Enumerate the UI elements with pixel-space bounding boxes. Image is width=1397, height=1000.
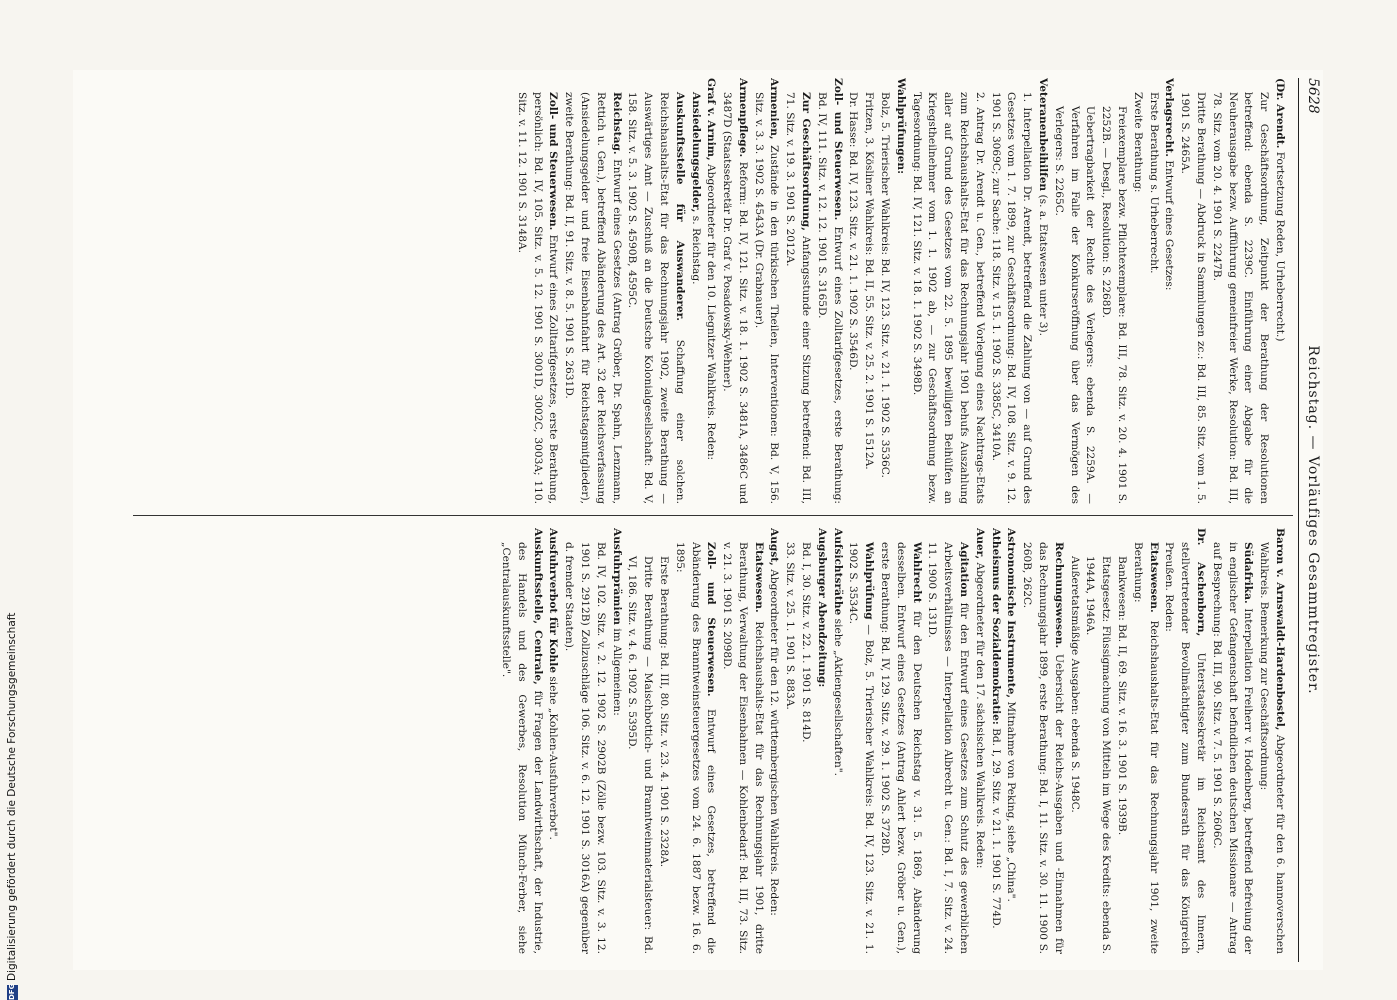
entry-text: Entwurf eines Zolltarifgesetzes, erste Berathung: Bd. IV, 111. Sitz. v. 12. 12. 1901 S. 3165D. <box>815 92 844 504</box>
index-entry <box>892 78 908 504</box>
index-entry <box>497 528 544 954</box>
footer-text-line <box>3 560 21 1000</box>
index-entry <box>876 78 892 504</box>
index-entry <box>1113 528 1129 954</box>
entry-keyword: Ansiedelungsgelder, <box>689 92 702 213</box>
entry-text: Dritte Berathung — Abdruck in Sammlungen zc.: Bd. III, 85. Sitz. vom 1. 5. 1901 S. 2465A. <box>1179 92 1208 504</box>
index-entry <box>813 78 845 504</box>
entry-text: 33. Sitz. v. 25. 1. 1901 S. 883A. <box>784 542 797 710</box>
entry-text: Abgeordneter für den 12. württembergischen Wahlkreis. Reden: <box>768 565 781 916</box>
entry-text: für den Entwurf eines Gesetzes zum Schutz des gewerblichen Arbeitsverhältnisses — Interpellation Albrecht u. Gen.: Bd. I, 7. Sitz. v. 24. 11. 1900 S. 131D. <box>926 542 971 954</box>
index-entry <box>718 78 750 504</box>
entry-keyword: Astronomische Instrumente, <box>1005 528 1018 699</box>
index-entry <box>782 78 814 504</box>
entry-text: Fritzen, 3. Kösliner Wahlkreis: Bd. II, 55. Sitz. v. 25. 2. 1901 S. 1512A. <box>863 92 876 470</box>
index-entry <box>671 528 718 954</box>
entry-keyword: Armenien, <box>768 78 781 140</box>
entry-text: 2. Antrag Dr. Arendt u. Gen., betreffend Vorlegung eines Nachtrags-Etats zum Reichshaushalts-Etat für das Rechnungsjahr 1901 behufs Auszahlung aller auf Grund des Gesetzes vom 22. 5. 1895 bewilligten Beihülfen an Kriegstheilnehmer vom 1. 1. 1902 ab, — zur Geschäftsordnung bezw. Tagesordnung: Bd. IV, 121. Sitz. v. 18. 1. 1902 S. 3498D. <box>910 92 986 504</box>
entry-text: Bankwesen: Bd. II, 69. Sitz. v. 16. 3. 1901 S. 1939B. <box>1116 556 1129 836</box>
page-header <box>1298 78 1321 962</box>
entry-text: Zustände in den türkischen Theilen, Interventionen: Bd. V, 156. Sitz. v. 3. 3. 1902 S. 4543A (Dr. Grabnauer). <box>752 92 781 504</box>
index-entry <box>1003 528 1019 954</box>
entry-text: Entwurf eines Gesetzes (Antrag Gröber, Dr. Spahn, Lenzmann, Rettich u. Gen.), betreffend Abänderung des Art. 32 der Reichsverfassung (Ansiedelungsgelder und freie Eisenbahnfahrt für Reichstagsmitglieder), zweite Berathung: Bd. II, 91. Sitz. v. 8. 5. 1901 S. 2631D. <box>563 92 623 504</box>
scanned-page <box>73 70 1323 970</box>
entry-text: Interpellation Freiherr v. Hodenberg, betreffend Befreiung der in englischer Gefangenschaft befindlichen deutschen Missionare — Antrag auf Besprechung: Bd. III, 90. Sitz. v. 7. 5. 1901 S. 2606C. <box>1210 542 1255 954</box>
entry-keyword: Augsburger Abendzeitung: <box>815 528 828 688</box>
entry-keyword: Auer, <box>973 528 986 560</box>
index-entry <box>1208 528 1255 954</box>
column-divider <box>133 515 1293 516</box>
index-entry <box>750 78 782 504</box>
entry-keyword: Baron v. Arnswaldt-Hardenbostel, <box>1274 528 1286 731</box>
index-entry <box>624 78 687 504</box>
entry-keyword: Etatswesen. <box>1147 542 1160 613</box>
entry-text: 1. Interpellation Dr. Arendt, betreffend die Zahlung von — auf Grund des Gesetzes vom 1. 7. 1899, zur Geschäftsordnung: Bd. IV, 108. Sitz. v. 9. 12. 1901 S. 3069C; zur Sache: 118. Sitz. v. 15. 1. 1902 S. 3385C, 3410A. <box>989 92 1034 504</box>
index-entry <box>1208 78 1271 504</box>
entry-text: Reichshaushalts-Etat für das Rechnungsjahr 1901, zweite Berathung: <box>1131 542 1160 954</box>
entry-keyword: Zur Geschäftsordnung, <box>800 92 813 231</box>
entry-keyword: Veteranenbeihilfen <box>1037 78 1050 192</box>
entry-text: Etatsgesetz: Flüssigmachung von Mitteln im Wege des Kredits: ebenda S. 1944A, 1946A. <box>1084 556 1113 954</box>
index-entry <box>608 528 624 954</box>
entry-keyword: Atheismus der Sozialdemokratie: <box>989 528 1002 725</box>
entry-keyword: Zoll- und Steuerwesen. <box>547 92 560 231</box>
index-entry <box>971 528 987 954</box>
entry-keyword: Verlagsrecht. <box>1163 78 1176 157</box>
entry-keyword: Wahlrecht <box>910 542 923 603</box>
entry-text: Dr. Hasse: Bd. IV, 123. Sitz. v. 21. 1. 1902 S. 3546D. <box>847 92 860 371</box>
entry-text: Anfangsstunde einer Sitzung betreffend: Bd. III, 71. Sitz. v. 19. 3. 1901 S. 2012A. <box>784 92 813 504</box>
index-entry <box>1129 528 1161 954</box>
entry-keyword: Dr. Aschenborn, <box>1195 528 1208 637</box>
index-entry <box>703 78 719 504</box>
entry-keyword: Armenpflege. <box>736 78 749 158</box>
index-entry <box>1271 78 1287 504</box>
index-entry <box>908 78 987 504</box>
index-entry <box>797 528 813 954</box>
index-entry <box>624 528 656 954</box>
index-entry <box>687 78 703 504</box>
entry-keyword: Rechnungswesen. <box>1052 542 1065 649</box>
entry-text: Bolz, 5. Trierischer Wahlkreis: Bd. IV, 123. Sitz. v. 21. 1. 1902 S. 3536C. <box>879 92 892 478</box>
index-entry <box>1050 78 1097 504</box>
entry-keyword: Aufsichtsräthe <box>831 528 844 616</box>
index-entry <box>1018 528 1065 954</box>
entry-keyword: Südafrika. <box>1242 542 1255 604</box>
entry-text: Reform: Bd. IV, 121. Sitz. v. 18. 1. 1902 S. 3481A, 3486C und 3487D (Staatssekretär Dr. Graf v. Posadowsky-Wehner). <box>721 92 749 504</box>
entry-text: Bd. I, 30. Sitz. v. 22. 1. 1901 S. 814D. <box>800 542 813 743</box>
index-entry <box>845 528 877 954</box>
index-entry <box>560 528 607 954</box>
entry-keyword: Etatswesen. <box>752 542 765 613</box>
index-entry <box>766 528 782 954</box>
index-entry <box>1255 528 1287 954</box>
entry-text: Zweite Berathung: <box>1131 92 1144 193</box>
entry-keyword: Agitation <box>958 542 971 598</box>
entry-text: Erste Berathung s. Urheberrecht. <box>1147 92 1160 274</box>
footer <box>3 560 21 1000</box>
index-entry <box>1176 78 1208 504</box>
index-entry <box>813 528 829 954</box>
entry-text: Unterstaatssekretär im Reichsamt des Innern, stellvertretender Bevollmächtigter zum Bundesrath für das Königreich Preußen. Reden: <box>1163 542 1208 954</box>
index-entry <box>1145 78 1161 504</box>
dfg-logo-icon: DFG <box>7 983 16 1000</box>
entry-text: Uebersicht der Reichs-Ausgaben und -Einnahmen für das Rechnungsjahr 1899, erste Berathung: Bd. I, 11. Sitz. v. 30. 11. 1900 S. 260B, 262C. <box>1021 542 1065 954</box>
entry-keyword: Ausfuhrverbot für Kohle <box>547 528 560 673</box>
index-entry <box>860 78 876 504</box>
entry-text: Bd. IV, 102. Sitz. v. 2. 12. 1902 S. 2902B (Zölle bezw. 103. Sitz. v. 3. 12. 1901 S. 2912B) Zollzuschläge 106. Sitz. v. 6. 12. 1901 S. 3016A) gegenüber d. fremder Staaten). <box>563 542 607 954</box>
index-entry <box>876 528 923 954</box>
entry-keyword: Zoll- und Steuerwesen. <box>831 78 844 221</box>
entry-text: Freiexemplare bezw. Pflichtexemplare: Bd. III, 78. Sitz. v. 20. 4. 1901 S. 2252B. — Desgl., Resolution: S. 2268D. <box>1100 106 1129 504</box>
index-entry <box>1161 528 1208 954</box>
entry-text: Abgeordneter für den 10. Liegnitzer Wahlkreis. Reden: <box>705 160 718 461</box>
index-entry <box>829 528 845 954</box>
entry-text: Zur Geschäftsordnung, Zeitpunkt der Berathung der Resolutionen betreffend: ebenda S. 2239C. Einführung einer Abgabe für die Neuherausgabe bezw. Aufführung gemeinfreier Werke, Resolution: Bd. III, 78. Sitz. vom 20. 4. 1901 S. 2247B. <box>1210 92 1271 504</box>
index-entry <box>1129 78 1145 504</box>
entry-text: Außeretatsmäßige Ausgaben: ebenda S. 1948C. <box>1068 556 1081 813</box>
index-entry <box>987 78 1034 504</box>
entry-text: s. Reichstag. <box>689 212 702 285</box>
entry-text: — Bolz, 5. Trierischer Wahlkreis: Bd. IV, 123. Sitz. v. 21. 1. 1902 S. 3534C. <box>847 542 876 954</box>
entry-keyword: Wahlprüfung <box>863 542 876 620</box>
index-entry <box>560 78 623 504</box>
index-entry <box>782 528 798 954</box>
entry-text: für den Deutschen Reichstag v. 31. 5. 1869, Abänderung desselben. Entwurf eines Gesetzes (Antrag Ahlert bezw. Gröber u. Gen.), erste Berathung: Bd. IV, 129. Sitz. v. 29. 1. 1902 S. 3728D. <box>879 542 923 954</box>
entry-keyword: Graf v. Arnim, <box>705 78 718 161</box>
index-entry <box>718 528 765 954</box>
index-entry <box>513 78 560 504</box>
index-entry <box>1082 528 1114 954</box>
index-entry <box>1066 528 1082 954</box>
index-entry <box>1097 78 1129 504</box>
entry-text: Bd. I, 29. Sitz. v. 21. 1. 1901 S. 774D. <box>989 724 1002 929</box>
page-number: 5628 <box>1305 78 1321 114</box>
entry-text: siehe „Kohlen-Ausfuhrverbot". <box>547 673 560 840</box>
entry-keyword: (Dr. Arendt. <box>1274 78 1286 149</box>
index-entry <box>655 528 671 954</box>
index-entry <box>987 528 1003 954</box>
entry-text: Schaffung einer solchen. Reichshaushalts-Etat für das Rechnungsjahr 1902, zweite Berathung — Auswärtiges Amt — Zuschuß an die Deutsche Kolonialgesellschaft: Bd. V, 158. Sitz. v. 5. 3. 1902 S. 4590B, 4595C. <box>626 92 686 504</box>
index-entry <box>1161 78 1177 504</box>
entry-text: (s. a. Etatswesen unter 3). <box>1037 191 1050 336</box>
entry-text: Erste Berathung: Bd. III, 80. Sitz. v. 23. 4. 1901 S. 2328A. <box>657 556 670 868</box>
entry-keyword: Reichstag. <box>610 92 623 155</box>
entry-keyword: Auskunftsstelle für Auswanderer. <box>673 92 686 321</box>
left-column <box>137 78 1287 504</box>
entry-text: im Allgemeinen: <box>610 624 623 716</box>
entry-keyword: Ausfuhrprämien <box>610 528 623 625</box>
entry-text: Mitnahme von Peking, siehe „China". <box>1005 698 1018 902</box>
entry-text: Uebertragbarkeit der Rechte des Verlegers: ebenda S. 2259A. — Verfahren im Falle der Konkurseröffnung über das Vermögen des Verlegers: S. 2265C. <box>1052 106 1097 504</box>
entry-keyword: Zoll- und Steuerwesen. <box>705 542 718 697</box>
index-entry <box>1034 78 1050 504</box>
entry-text: Dritte Berathung — Maischbottich- und Branntweinmaterialsteuer: Bd. VI, 186. Sitz. v. 4. 6. 1902 S. 5395D. <box>626 556 655 954</box>
entry-text: Entwurf eines Zolltarifgesetzes, erste Berathung, persönlich: Bd. IV, 105. Sitz. v. 5. 12. 1901 S. 3001D, 3002C, 3003A; 110. Sitz. v. 11. 12. 1901 S. 3148A. <box>515 92 560 504</box>
entry-text: Entwurf eines Gesetzes: <box>1163 156 1176 291</box>
index-entry <box>545 528 561 954</box>
right-column <box>137 528 1287 954</box>
entry-keyword: Augst, <box>768 528 781 566</box>
entry-keyword: Wahlprüfungen: <box>894 78 907 174</box>
entry-text: Fortsetzung Reden, Urheberrecht.) <box>1274 148 1286 342</box>
entry-text: siehe „Aktiengesellschaften". <box>831 615 844 777</box>
index-entry <box>845 78 861 504</box>
entry-keyword: Auskunftsstelle, Centrale, <box>531 528 544 685</box>
entry-text: Abgeordneter für den 6. hannoverschen Wahlkreis. Bemerkung zur Geschäftsordnung: <box>1258 542 1286 954</box>
footer-credit: Digitalisierung gefördert durch die Deutsche Forschungsgemeinschaft <box>6 612 18 981</box>
entry-text: für Fragen der Landwirthschaft, der Industrie, des Handels und des Gewerbes, Resolution Münch-Ferber, siehe „Centralauskunftsstelle". <box>499 542 544 954</box>
running-head: Reichstag. — Vorläufiges Gesammtregister. <box>1305 345 1321 695</box>
index-entry <box>924 528 971 954</box>
entry-text: Abgeordneter für den 17. sächsischen Wahlkreis. Reden: <box>973 559 986 869</box>
entry-text: Entwurf eines Gesetzes, betreffend die Abänderung des Branntweinsteuergesetzes vom 24. 6. 1887 bezw. 16. 6. 1895: <box>673 542 718 954</box>
entry-text: Reichshaushalts-Etat für das Rechnungsjahr 1901, dritte Berathung, Verwaltung der Eisenbahnen — Kohlenbedarf: Bd. III, 73. Sitz. v. 21. 3. 1901 S. 2098D. <box>721 542 765 954</box>
